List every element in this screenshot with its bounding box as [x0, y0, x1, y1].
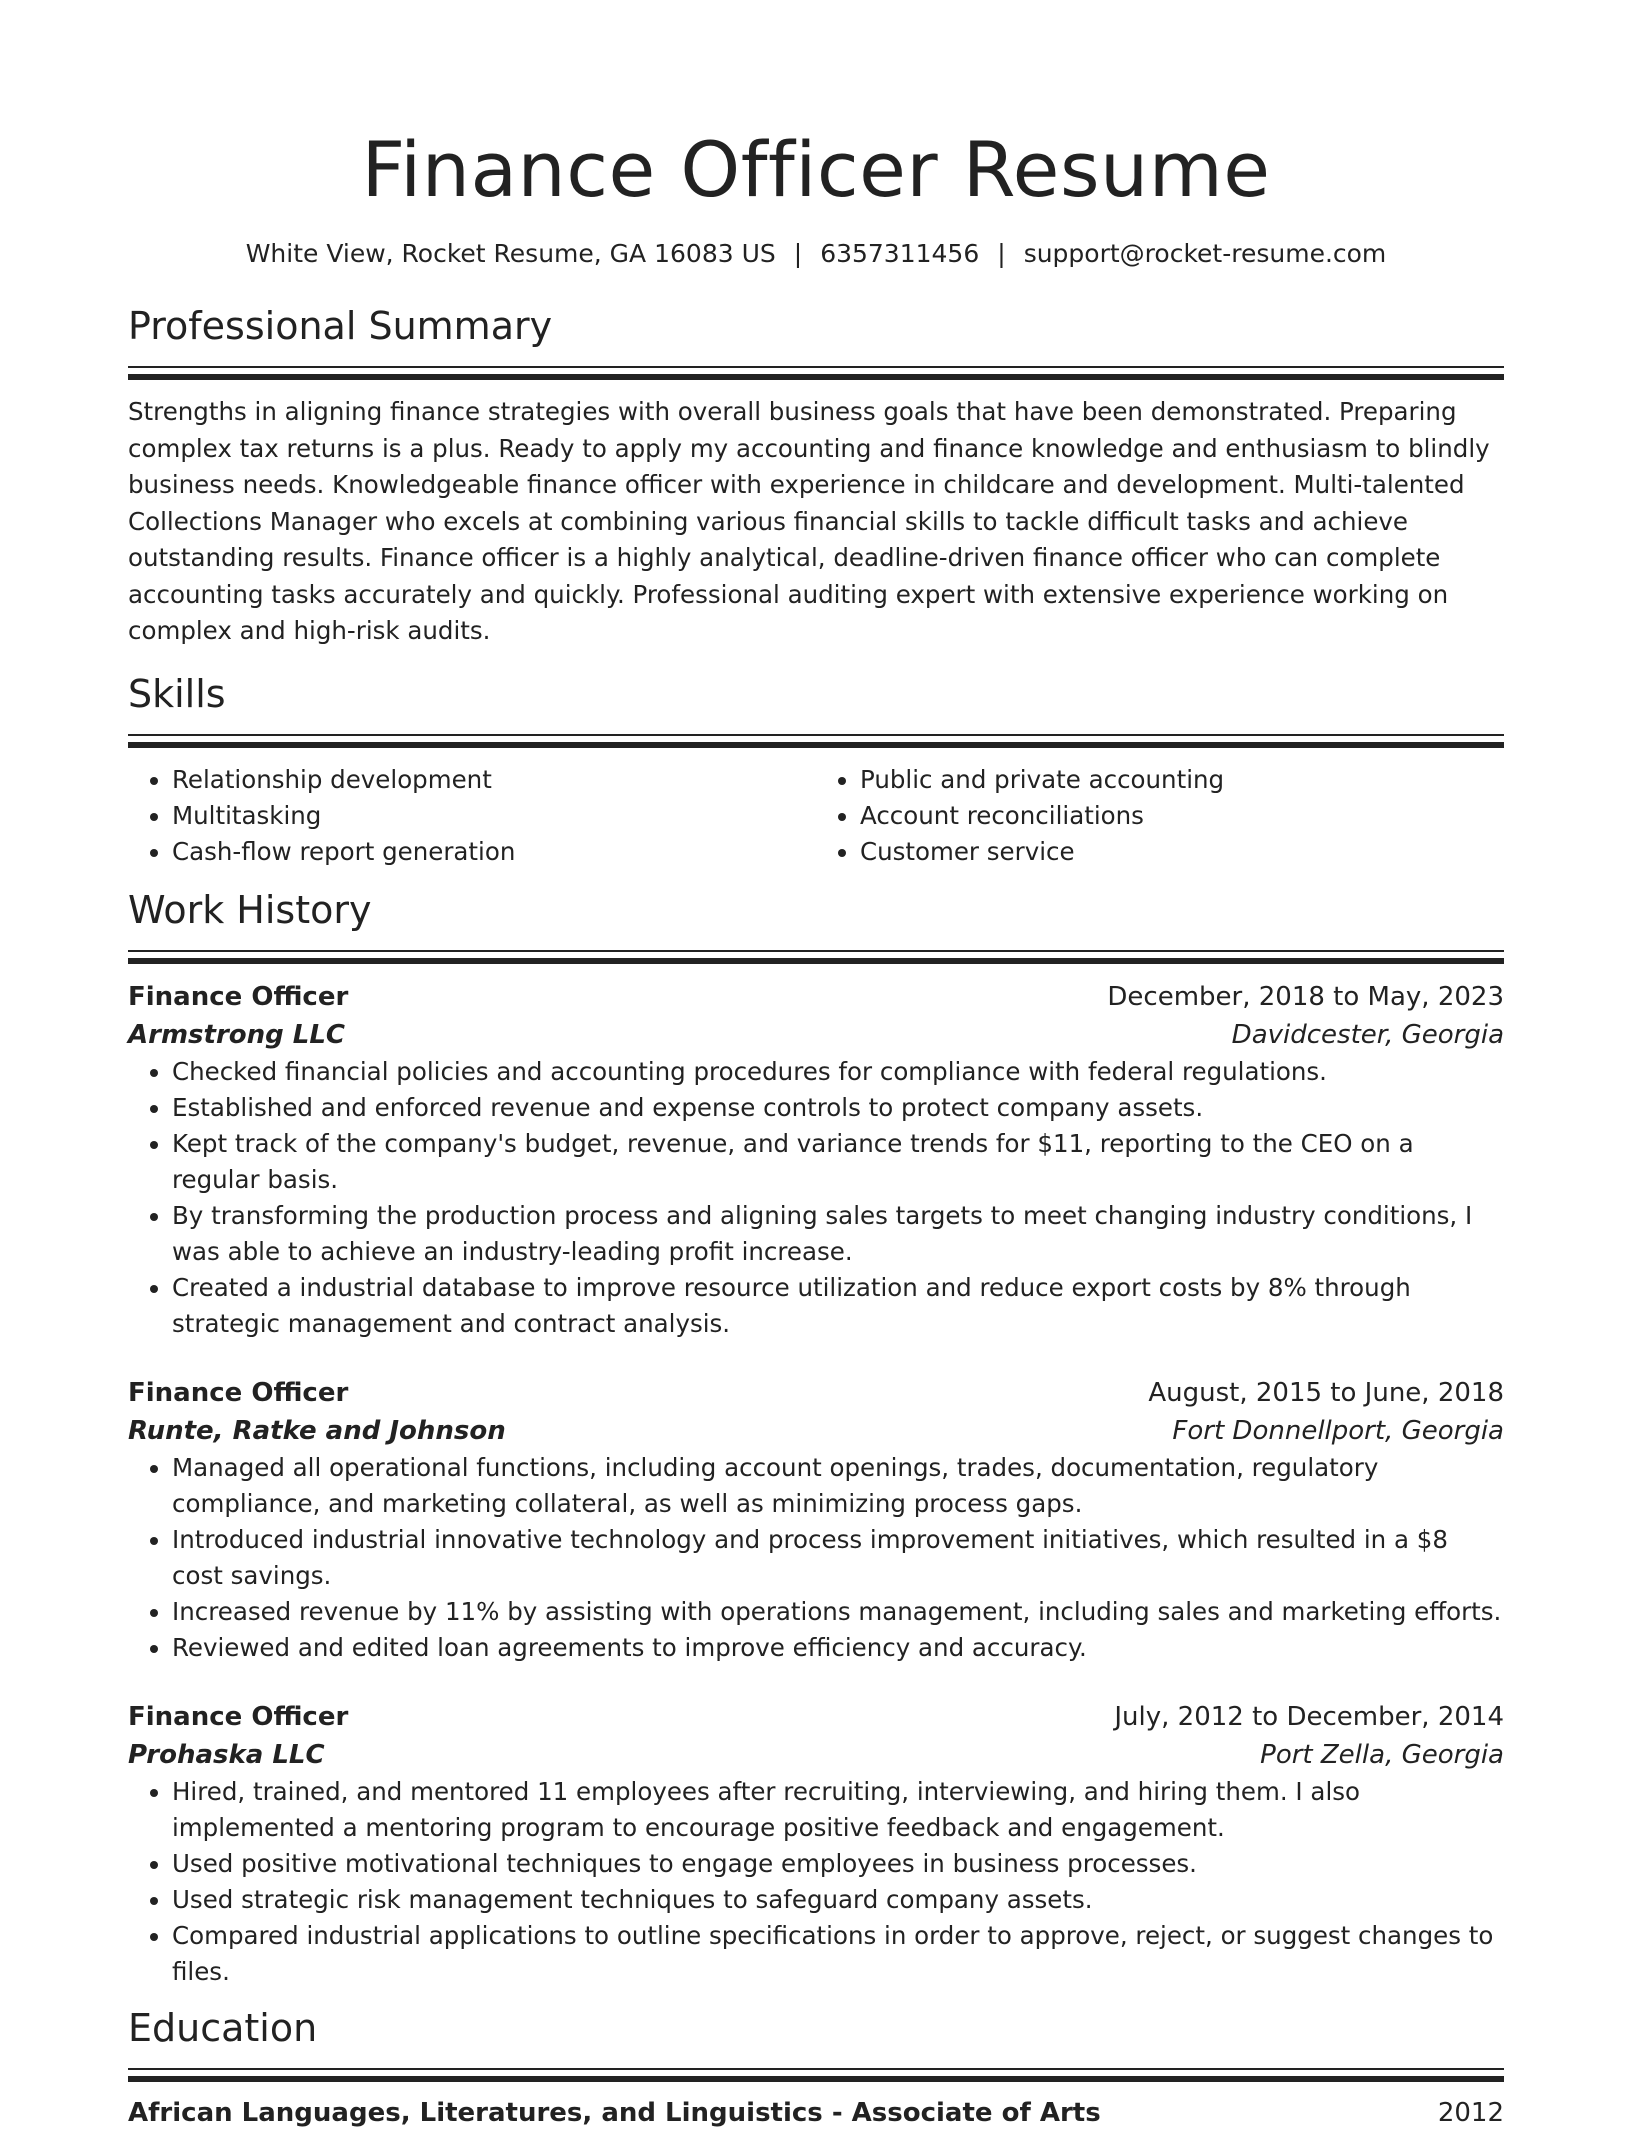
job-bullet: • Kept track of the company's budget, revenue, and variance trends for $11, reporting to the CEO on a regular basis. — [172, 1126, 1504, 1198]
skills-column-left — [128, 762, 816, 870]
section-divider — [128, 950, 1504, 964]
job-title: Finance Officer — [128, 981, 349, 1012]
job-bullet: • Used strategic risk management techniques to safeguard company assets. — [172, 1882, 1504, 1918]
summary-section — [128, 302, 1504, 650]
job-subheader — [128, 1016, 1504, 1054]
contact-phone: 6357311456 — [820, 239, 980, 268]
contact-address: White View, Rocket Resume, GA 16083 US — [245, 239, 776, 268]
skills-heading: Skills — [128, 671, 226, 716]
page-title: Finance Officer Resume — [361, 125, 1271, 214]
job-bullets — [128, 1774, 1504, 1990]
skill-item: • Public and private accounting — [860, 762, 1504, 798]
job-bullet: • Increased revenue by 11% by assisting with operations management, including sales and marketing efforts. — [172, 1594, 1504, 1630]
job-entry — [128, 978, 1504, 1342]
education-year: 2012 — [1437, 2097, 1504, 2128]
job-company: Prohaska LLC — [128, 1739, 325, 1770]
job-subheader — [128, 1736, 1504, 1774]
job-bullets — [128, 1450, 1504, 1666]
job-bullet: • Reviewed and edited loan agreements to improve efficiency and accuracy. — [172, 1630, 1504, 1666]
job-dates: August, 2015 to June, 2018 — [1148, 1377, 1504, 1408]
contact-separator: | — [997, 239, 1006, 268]
skill-item: • Relationship development — [172, 762, 816, 798]
job-dates: July, 2012 to December, 2014 — [1114, 1701, 1504, 1732]
job-bullet: • Established and enforced revenue and expense controls to protect company assets. — [172, 1090, 1504, 1126]
contact-separator: | — [793, 239, 803, 268]
job-entry — [128, 1374, 1504, 1666]
job-location: Davidcester, Georgia — [1231, 1019, 1504, 1050]
skills-section — [128, 670, 1504, 870]
job-header — [128, 1698, 1504, 1736]
job-bullets — [128, 1054, 1504, 1342]
job-location: Fort Donnellport, Georgia — [1172, 1415, 1504, 1446]
education-entry — [128, 2094, 1504, 2132]
skill-item: • Customer service — [860, 834, 1504, 870]
section-divider — [128, 2068, 1504, 2082]
job-company: Runte, Ratke and Johnson — [128, 1415, 506, 1446]
skills-column-right — [816, 762, 1504, 870]
job-location: Port Zella, Georgia — [1260, 1739, 1504, 1770]
job-bullet: • Compared industrial applications to outline specifications in order to approve, reject, or suggest changes to files. — [172, 1918, 1504, 1990]
skill-item: • Account reconciliations — [860, 798, 1504, 834]
job-dates: December, 2018 to May, 2023 — [1107, 981, 1504, 1012]
job-title: Finance Officer — [128, 1701, 349, 1732]
education-heading: Education — [128, 2005, 318, 2050]
job-bullet: • Introduced industrial innovative technology and process improvement initiatives, which resulted in a $8 cost savings. — [172, 1522, 1504, 1594]
job-bullet: • By transforming the production process and aligning sales targets to meet changing industry conditions, I was able to achieve an industry-leading profit increase. — [172, 1198, 1504, 1270]
education-section — [128, 2004, 1504, 2132]
section-divider — [128, 734, 1504, 748]
contact-line — [128, 236, 1504, 272]
job-header — [128, 978, 1504, 1016]
job-company: Armstrong LLC — [128, 1019, 346, 1050]
job-bullet: • Managed all operational functions, including account openings, trades, documentation, regulatory compliance, and marketing collateral, as well as minimizing process gaps. — [172, 1450, 1504, 1522]
skills-list — [128, 762, 1504, 870]
skill-item: • Multitasking — [172, 798, 816, 834]
summary-text: Strengths in aligning finance strategies with overall business goals that have been demonstrated. Preparing complex tax returns is a plus. Ready to apply my accounting and finance knowledge and enthusiasm to blindly business needs. Knowledgeable finance officer with experience in childcare and development. Multi-talented Collections Manager who excels at combining various financial skills to tackle difficult tasks and achieve outstanding results. Finance officer is a highly analytical, deadline-driven finance officer who can complete accounting tasks accurately and quickly. Professional auditing expert with extensive experience working on complex and high-risk audits. — [128, 397, 1490, 645]
education-degree: African Languages, Literatures, and Linguistics - Associate of Arts — [128, 2097, 1101, 2128]
work-section — [128, 886, 1504, 1990]
section-divider — [128, 366, 1504, 380]
job-bullet: • Created a industrial database to improve resource utilization and reduce export costs by 8% through strategic management and contract analysis. — [172, 1270, 1504, 1342]
work-heading: Work History — [128, 887, 372, 932]
job-bullet: • Hired, trained, and mentored 11 employees after recruiting, interviewing, and hiring them. I also implemented a mentoring program to encourage positive feedback and engagement. — [172, 1774, 1504, 1846]
job-bullet: • Used positive motivational techniques to engage employees in business processes. — [172, 1846, 1504, 1882]
skill-item: • Cash-flow report generation — [172, 834, 816, 870]
job-header — [128, 1374, 1504, 1412]
contact-email: support@rocket-resume.com — [1023, 239, 1387, 268]
job-bullet: • Checked financial policies and accounting procedures for compliance with federal regulations. — [172, 1054, 1504, 1090]
summary-heading: Professional Summary — [128, 304, 553, 348]
job-subheader — [128, 1412, 1504, 1450]
job-title: Finance Officer — [128, 1377, 349, 1408]
job-entry — [128, 1698, 1504, 1990]
